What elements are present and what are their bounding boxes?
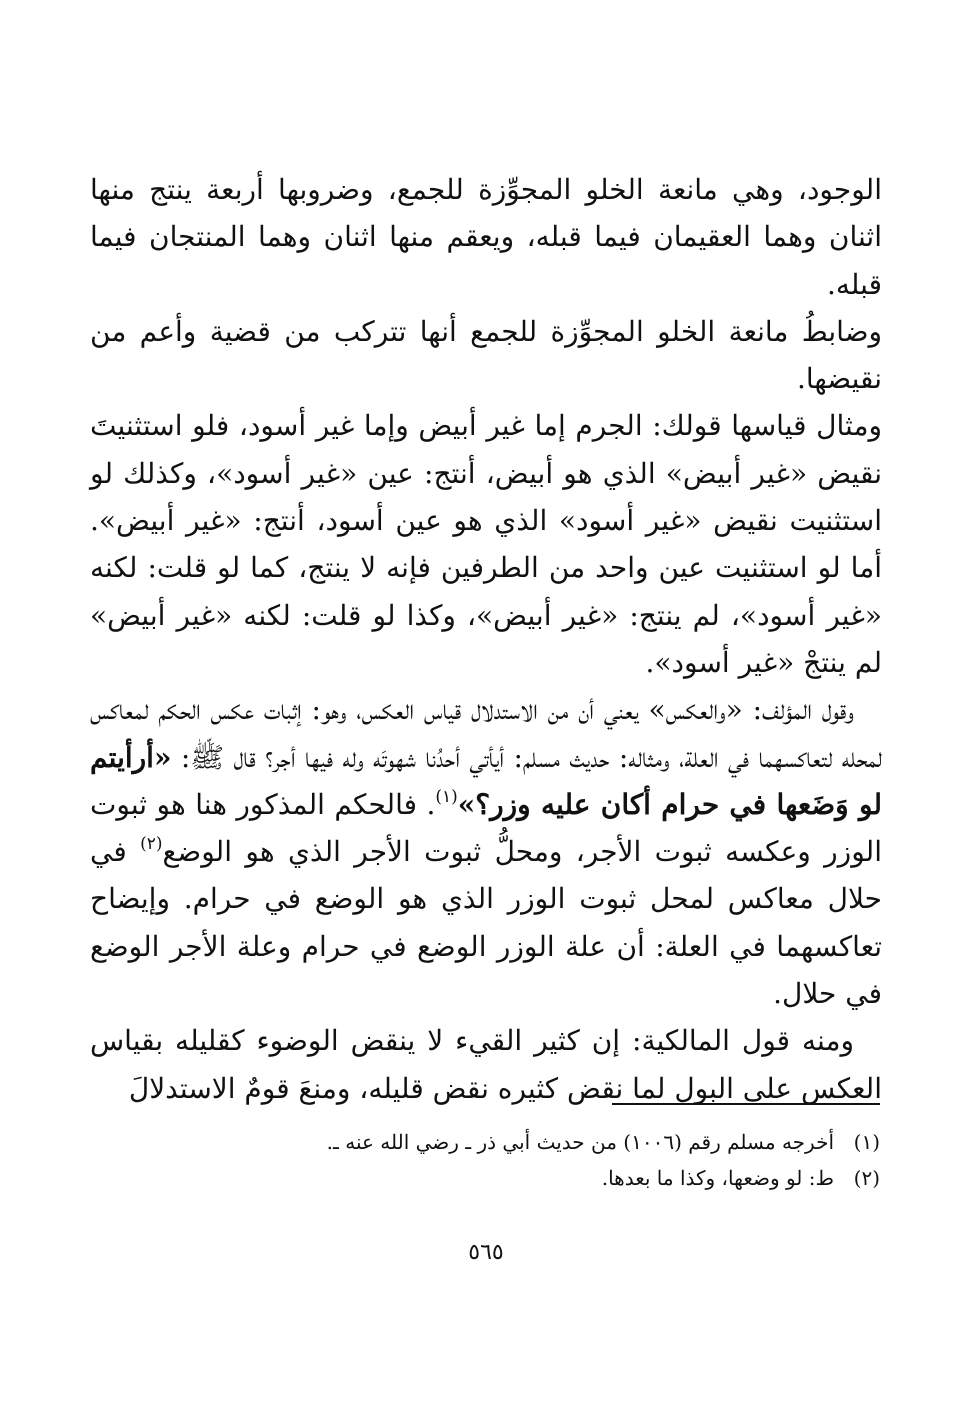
paragraph: ومثال قياسها قولك: الجرم إما غير أبيض وإما غير أسود، فلو استثنيتَ نقيض «غير أبيض» الذي هو أبيض، أنتج: عين «غير أسود»، وكذلك لو استثنيت نقيض «غير أسود» الذي هو عين أسود، أنتج: «غير أبيض». أما لو استثنيت عين واحد من الطرفين فإنه لا ينتج، كما لو قلت: لكنه «غير أسود»، لم ينتج: «غير أبيض»، وكذا لو قلت: لكنه «غير أبيض» لم ينتجْ «غير أسود». (90, 409, 883, 679)
footnotes (90, 1124, 880, 1196)
footnote-number: (١) (853, 1130, 880, 1154)
footnote-2 (90, 1160, 880, 1196)
footnote-text: أخرجه مسلم رقم (١٠٠٦) من حديث أبي ذر ـ رضي الله عنه ـ. (326, 1130, 834, 1154)
paragraph (90, 686, 882, 1017)
footnote-text: ط: لو وضعها، وكذا ما بعدها. (601, 1166, 834, 1190)
footnote-separator (612, 1103, 880, 1105)
hadith-quote: «أرأيتم لو وَضَعها في حرام أكان عليه وزر؟» (90, 740, 883, 821)
footnote-1 (90, 1124, 880, 1160)
paragraph: ومنه قول المالكية: إن كثير القيء لا ينقض الوضوء كقليله بقياس العكس على البول لما نقض كثيره نقض قليله، ومنعَ قومٌ الاستدلالَ (90, 1024, 882, 1105)
footnote-number: (٢) (853, 1166, 880, 1190)
text-run: . فالحكم المذكور هنا هو ثبوت الوزر وعكسه ثبوت الأجر، ومحلُّ ثبوت الأجر الذي هو الوضع (90, 787, 882, 869)
paragraph: الوجود، وهي مانعة الخلو المجوِّزة للجمع، وضروبها أربعة ينتج منها اثنان وهما العقيمان فيما قبله، ويعقم منها اثنان وهما المنتجان فيما قبله. (90, 173, 882, 301)
text-run: وقول المؤلف: «والعكس» يعني أن من الاستدلال قياس العكس، وهو: إثبات عكس الحكم لمعاكس لمحله لتعاكسهما في العلة، ومثاله: حديث مسلم: أيأتي أحدُنا شهوتَه وله فيها أجر؟ قال ﷺ: (90, 693, 882, 774)
paragraph: وضابطُ مانعة الخلو المجوِّزة للجمع أنها تتركب من قضية وأعم من نقيضها. (90, 314, 882, 396)
text-run: في حلال معاكس لمحل ثبوت الوزر الذي هو الوضع في حرام. وإيضاح تعاكسهما في العلة: أن علة الوزر الوضع في حرام وعلة الأجر الوضع في حلال. (90, 835, 882, 1011)
footnote-ref-1: (١) (435, 786, 458, 807)
page-number: ٥٦٥ (468, 1240, 504, 1265)
footnote-ref-2: (٢) (140, 834, 163, 855)
main-text (90, 166, 882, 1112)
